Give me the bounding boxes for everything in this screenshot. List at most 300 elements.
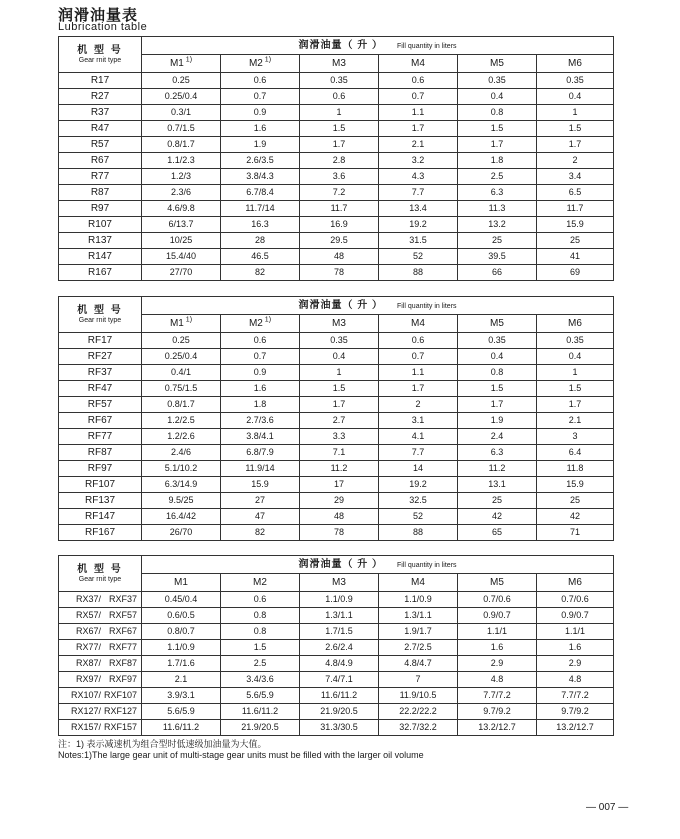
value-cell: 0.4/1 bbox=[142, 365, 221, 381]
value-cell: 13.2/12.7 bbox=[458, 720, 537, 736]
table-row bbox=[59, 477, 614, 493]
value-cell: 0.35 bbox=[458, 333, 537, 349]
value-cell: 31.5 bbox=[379, 233, 458, 249]
value-cell: 6.8/7.9 bbox=[221, 445, 300, 461]
value-cell: 1.7 bbox=[300, 137, 379, 153]
column-header-m4 bbox=[379, 315, 458, 333]
table-row bbox=[59, 217, 614, 233]
value-cell: 0.9 bbox=[221, 105, 300, 121]
value-cell: 2.4/6 bbox=[142, 445, 221, 461]
model-header-en: Gear rnit type bbox=[78, 575, 122, 583]
value-cell: 3.4/3.6 bbox=[221, 672, 300, 688]
column-header-m1 bbox=[142, 315, 221, 333]
column-label: M6 bbox=[568, 57, 582, 69]
model-header-en: Gear rnit type bbox=[78, 56, 122, 64]
value-cell: 1.3/1.1 bbox=[300, 608, 379, 624]
value-cell: 1.6 bbox=[537, 640, 614, 656]
value-cell: 29.5 bbox=[300, 233, 379, 249]
column-label: M5 bbox=[490, 317, 504, 329]
value-cell: 1.7 bbox=[379, 121, 458, 137]
model-rx: RX127/ bbox=[70, 706, 101, 716]
value-cell: 2.1 bbox=[537, 413, 614, 429]
table-row bbox=[59, 445, 614, 461]
value-cell: 7.1 bbox=[300, 445, 379, 461]
value-cell: 0.8/1.7 bbox=[142, 137, 221, 153]
column-header-m3 bbox=[300, 315, 379, 333]
value-cell: 1.6 bbox=[221, 121, 300, 137]
value-cell: 0.7/0.6 bbox=[537, 592, 614, 608]
value-cell: 47 bbox=[221, 509, 300, 525]
value-cell: 15.9 bbox=[221, 477, 300, 493]
value-cell: 0.7 bbox=[221, 89, 300, 105]
table-row bbox=[59, 169, 614, 185]
value-cell: 0.8/0.7 bbox=[142, 624, 221, 640]
table-row bbox=[59, 381, 614, 397]
value-cell: 1.7 bbox=[300, 397, 379, 413]
model-cell bbox=[59, 640, 142, 656]
value-cell: 0.9 bbox=[221, 365, 300, 381]
value-cell: 13.1 bbox=[458, 477, 537, 493]
fill-quantity-en: Fill quantity in liters bbox=[397, 561, 457, 569]
column-header-m6 bbox=[537, 315, 614, 333]
model-cell: R107 bbox=[59, 217, 142, 233]
value-cell: 0.75/1.5 bbox=[142, 381, 221, 397]
value-cell: 11.7 bbox=[300, 201, 379, 217]
fill-quantity-header bbox=[142, 37, 614, 55]
value-cell: 0.9/0.7 bbox=[458, 608, 537, 624]
column-label: M2 bbox=[248, 57, 263, 69]
column-label: M2 bbox=[253, 576, 267, 588]
value-cell: 0.8 bbox=[221, 624, 300, 640]
footnote-marker: 1) bbox=[183, 56, 193, 64]
lubrication-table-rf-series bbox=[58, 296, 614, 541]
value-cell: 25 bbox=[537, 493, 614, 509]
fill-quantity-header bbox=[142, 556, 614, 574]
column-header-m1 bbox=[142, 55, 221, 73]
column-header-m5 bbox=[458, 574, 537, 592]
table-row bbox=[59, 608, 614, 624]
model-cell: RF57 bbox=[59, 397, 142, 413]
model-cell: R17 bbox=[59, 73, 142, 89]
fill-quantity-en: Fill quantity in liters bbox=[397, 302, 457, 310]
value-cell: 6.7/8.4 bbox=[221, 185, 300, 201]
fill-quantity-cn: 润滑油量（ 升 ） bbox=[298, 39, 384, 51]
value-cell: 0.6 bbox=[379, 73, 458, 89]
value-cell: 52 bbox=[379, 249, 458, 265]
value-cell: 16.3 bbox=[221, 217, 300, 233]
model-rx: RX87/ bbox=[75, 658, 101, 668]
column-label: M3 bbox=[332, 317, 346, 329]
value-cell: 13.4 bbox=[379, 201, 458, 217]
value-cell: 82 bbox=[221, 525, 300, 541]
table-header-row bbox=[59, 297, 614, 315]
value-cell: 1.7/1.6 bbox=[142, 656, 221, 672]
value-cell: 1.5 bbox=[300, 381, 379, 397]
value-cell: 9.7/9.2 bbox=[537, 704, 614, 720]
column-header-m4 bbox=[379, 55, 458, 73]
model-cell: R67 bbox=[59, 153, 142, 169]
column-label: M4 bbox=[411, 57, 425, 69]
value-cell: 1.1 bbox=[379, 365, 458, 381]
model-header-en: Gear rnit type bbox=[78, 316, 122, 324]
footnotes bbox=[58, 739, 424, 761]
value-cell: 2 bbox=[537, 153, 614, 169]
model-cell bbox=[59, 592, 142, 608]
value-cell: 1.8 bbox=[221, 397, 300, 413]
value-cell: 6.3/14.9 bbox=[142, 477, 221, 493]
model-rxf: RXF87 bbox=[108, 658, 137, 668]
value-cell: 1.3/1.1 bbox=[379, 608, 458, 624]
column-header-m5 bbox=[458, 315, 537, 333]
fill-quantity-en: Fill quantity in liters bbox=[397, 42, 457, 50]
value-cell: 32.5 bbox=[379, 493, 458, 509]
value-cell: 1.1/0.9 bbox=[142, 640, 221, 656]
table-row bbox=[59, 461, 614, 477]
page-number: — 007 — bbox=[586, 802, 629, 813]
value-cell: 1.5 bbox=[537, 121, 614, 137]
value-cell: 1.7 bbox=[458, 137, 537, 153]
column-label: M2 bbox=[248, 317, 263, 329]
value-cell: 0.35 bbox=[300, 333, 379, 349]
value-cell: 88 bbox=[379, 265, 458, 281]
value-cell: 0.8 bbox=[458, 365, 537, 381]
table-row bbox=[59, 233, 614, 249]
table-row bbox=[59, 365, 614, 381]
table-row bbox=[59, 525, 614, 541]
value-cell: 65 bbox=[458, 525, 537, 541]
value-cell: 15.9 bbox=[537, 217, 614, 233]
table-row bbox=[59, 185, 614, 201]
value-cell: 0.35 bbox=[537, 333, 614, 349]
value-cell: 1.7/1.5 bbox=[300, 624, 379, 640]
value-cell: 16.9 bbox=[300, 217, 379, 233]
value-cell: 6.3 bbox=[458, 185, 537, 201]
value-cell: 16.4/42 bbox=[142, 509, 221, 525]
value-cell: 14 bbox=[379, 461, 458, 477]
mounting-position-row bbox=[59, 55, 614, 73]
value-cell: 27 bbox=[221, 493, 300, 509]
column-label: M3 bbox=[332, 57, 346, 69]
value-cell: 1.7 bbox=[537, 397, 614, 413]
value-cell: 52 bbox=[379, 509, 458, 525]
value-cell: 7.2 bbox=[300, 185, 379, 201]
model-rxf: RXF37 bbox=[108, 594, 137, 604]
footnote-marker: 1) bbox=[262, 56, 272, 64]
model-cell bbox=[59, 624, 142, 640]
value-cell: 46.5 bbox=[221, 249, 300, 265]
column-header-m4 bbox=[379, 574, 458, 592]
value-cell: 1.7 bbox=[379, 381, 458, 397]
model-header-cn: 机 型 号 bbox=[77, 304, 123, 316]
value-cell: 1.1/1 bbox=[537, 624, 614, 640]
model-header-cn: 机 型 号 bbox=[77, 44, 123, 56]
value-cell: 71 bbox=[537, 525, 614, 541]
table-row bbox=[59, 349, 614, 365]
value-cell: 1.2/2.6 bbox=[142, 429, 221, 445]
table-row bbox=[59, 429, 614, 445]
page-subtitle: Lubrication table bbox=[58, 21, 148, 33]
model-cell: RF47 bbox=[59, 381, 142, 397]
value-cell: 0.8 bbox=[458, 105, 537, 121]
value-cell: 0.7 bbox=[379, 349, 458, 365]
value-cell: 3.8/4.1 bbox=[221, 429, 300, 445]
value-cell: 11.3 bbox=[458, 201, 537, 217]
value-cell: 6.3 bbox=[458, 445, 537, 461]
value-cell: 25 bbox=[458, 493, 537, 509]
value-cell: 1 bbox=[537, 365, 614, 381]
value-cell: 0.6 bbox=[221, 592, 300, 608]
table-header-row bbox=[59, 556, 614, 574]
value-cell: 1.6 bbox=[221, 381, 300, 397]
value-cell: 7.7/7.2 bbox=[458, 688, 537, 704]
column-header-m5 bbox=[458, 55, 537, 73]
value-cell: 32.7/32.2 bbox=[379, 720, 458, 736]
column-label: M1 bbox=[169, 57, 184, 69]
value-cell: 1.7 bbox=[458, 397, 537, 413]
model-rx: RX57/ bbox=[75, 610, 101, 620]
table-row bbox=[59, 89, 614, 105]
model-rx: RX107/ bbox=[70, 690, 101, 700]
value-cell: 21.9/20.5 bbox=[221, 720, 300, 736]
value-cell: 19.2 bbox=[379, 217, 458, 233]
model-cell: RF67 bbox=[59, 413, 142, 429]
model-cell: RF37 bbox=[59, 365, 142, 381]
table-row bbox=[59, 397, 614, 413]
value-cell: 0.6 bbox=[300, 89, 379, 105]
table-row bbox=[59, 73, 614, 89]
footnote-cn: 注：1) 表示减速机为组合型时低速级加油量为大值。 bbox=[58, 739, 267, 749]
value-cell: 0.4 bbox=[458, 89, 537, 105]
value-cell: 19.2 bbox=[379, 477, 458, 493]
value-cell: 0.7/1.5 bbox=[142, 121, 221, 137]
value-cell: 9.5/25 bbox=[142, 493, 221, 509]
value-cell: 0.3/1 bbox=[142, 105, 221, 121]
table-row bbox=[59, 105, 614, 121]
value-cell: 25 bbox=[458, 233, 537, 249]
value-cell: 13.2 bbox=[458, 217, 537, 233]
value-cell: 11.2 bbox=[300, 461, 379, 477]
value-cell: 1.9 bbox=[221, 137, 300, 153]
value-cell: 3.8/4.3 bbox=[221, 169, 300, 185]
value-cell: 25 bbox=[537, 233, 614, 249]
model-header bbox=[59, 297, 142, 333]
model-cell bbox=[59, 720, 142, 736]
column-label: M3 bbox=[332, 576, 346, 588]
value-cell: 78 bbox=[300, 265, 379, 281]
fill-quantity-header bbox=[142, 297, 614, 315]
column-header-m2 bbox=[221, 55, 300, 73]
column-label: M1 bbox=[174, 576, 188, 588]
value-cell: 11.6/11.2 bbox=[300, 688, 379, 704]
value-cell: 2.9 bbox=[537, 656, 614, 672]
value-cell: 0.25/0.4 bbox=[142, 89, 221, 105]
value-cell: 0.8/1.7 bbox=[142, 397, 221, 413]
value-cell: 13.2/12.7 bbox=[537, 720, 614, 736]
model-cell: R57 bbox=[59, 137, 142, 153]
table-row bbox=[59, 720, 614, 736]
value-cell: 0.25 bbox=[142, 333, 221, 349]
value-cell: 29 bbox=[300, 493, 379, 509]
column-label: M4 bbox=[411, 317, 425, 329]
column-label: M5 bbox=[490, 576, 504, 588]
value-cell: 0.45/0.4 bbox=[142, 592, 221, 608]
lubrication-table-rx-series bbox=[58, 555, 614, 736]
model-cell bbox=[59, 656, 142, 672]
value-cell: 3.4 bbox=[537, 169, 614, 185]
value-cell: 1.2/3 bbox=[142, 169, 221, 185]
value-cell: 1.5 bbox=[537, 381, 614, 397]
value-cell: 1.2/2.5 bbox=[142, 413, 221, 429]
column-label: M6 bbox=[568, 576, 582, 588]
value-cell: 66 bbox=[458, 265, 537, 281]
model-cell: R27 bbox=[59, 89, 142, 105]
table-row bbox=[59, 249, 614, 265]
column-header-m3 bbox=[300, 574, 379, 592]
value-cell: 11.8 bbox=[537, 461, 614, 477]
model-cell: RF107 bbox=[59, 477, 142, 493]
model-header-cn: 机 型 号 bbox=[77, 563, 123, 575]
model-rx: RX37/ bbox=[75, 594, 101, 604]
value-cell: 3.3 bbox=[300, 429, 379, 445]
model-rxf: RXF57 bbox=[108, 610, 137, 620]
value-cell: 7.7/7.2 bbox=[537, 688, 614, 704]
value-cell: 1 bbox=[300, 365, 379, 381]
value-cell: 82 bbox=[221, 265, 300, 281]
value-cell: 0.4 bbox=[458, 349, 537, 365]
lubrication-table-r-series bbox=[58, 36, 614, 281]
value-cell: 3.9/3.1 bbox=[142, 688, 221, 704]
table-row bbox=[59, 704, 614, 720]
value-cell: 28 bbox=[221, 233, 300, 249]
mounting-position-row bbox=[59, 574, 614, 592]
value-cell: 0.8 bbox=[221, 608, 300, 624]
table-row bbox=[59, 413, 614, 429]
value-cell: 42 bbox=[458, 509, 537, 525]
value-cell: 1.8 bbox=[458, 153, 537, 169]
footnote-marker: 1) bbox=[183, 316, 193, 324]
value-cell: 0.6 bbox=[221, 333, 300, 349]
value-cell: 1.1 bbox=[379, 105, 458, 121]
table-row bbox=[59, 672, 614, 688]
value-cell: 0.7 bbox=[221, 349, 300, 365]
value-cell: 4.3 bbox=[379, 169, 458, 185]
table-row bbox=[59, 265, 614, 281]
value-cell: 2.5 bbox=[458, 169, 537, 185]
value-cell: 2.8 bbox=[300, 153, 379, 169]
model-cell: RF27 bbox=[59, 349, 142, 365]
model-header bbox=[59, 37, 142, 73]
model-cell: R37 bbox=[59, 105, 142, 121]
model-cell: R167 bbox=[59, 265, 142, 281]
value-cell: 2.7/3.6 bbox=[221, 413, 300, 429]
value-cell: 21.9/20.5 bbox=[300, 704, 379, 720]
value-cell: 3.6 bbox=[300, 169, 379, 185]
column-label: M1 bbox=[169, 317, 184, 329]
value-cell: 1.5 bbox=[458, 121, 537, 137]
value-cell: 4.8 bbox=[537, 672, 614, 688]
value-cell: 0.35 bbox=[537, 73, 614, 89]
value-cell: 0.6 bbox=[379, 333, 458, 349]
value-cell: 3.2 bbox=[379, 153, 458, 169]
value-cell: 0.9/0.7 bbox=[537, 608, 614, 624]
value-cell: 17 bbox=[300, 477, 379, 493]
table-row bbox=[59, 333, 614, 349]
table-row bbox=[59, 153, 614, 169]
model-rx: RX97/ bbox=[75, 674, 101, 684]
value-cell: 1.9/1.7 bbox=[379, 624, 458, 640]
value-cell: 5.6/5.9 bbox=[221, 688, 300, 704]
value-cell: 4.6/9.8 bbox=[142, 201, 221, 217]
value-cell: 1.5 bbox=[458, 381, 537, 397]
value-cell: 1 bbox=[300, 105, 379, 121]
value-cell: 0.25/0.4 bbox=[142, 349, 221, 365]
model-cell: RF167 bbox=[59, 525, 142, 541]
model-cell: R77 bbox=[59, 169, 142, 185]
model-cell: RF77 bbox=[59, 429, 142, 445]
model-cell bbox=[59, 672, 142, 688]
value-cell: 31.3/30.5 bbox=[300, 720, 379, 736]
table-row bbox=[59, 509, 614, 525]
value-cell: 41 bbox=[537, 249, 614, 265]
model-rx: RX157/ bbox=[70, 722, 101, 732]
value-cell: 1.7 bbox=[537, 137, 614, 153]
value-cell: 11.7/14 bbox=[221, 201, 300, 217]
value-cell: 39.5 bbox=[458, 249, 537, 265]
value-cell: 7.7 bbox=[379, 185, 458, 201]
column-label: M4 bbox=[411, 576, 425, 588]
value-cell: 11.7 bbox=[537, 201, 614, 217]
value-cell: 10/25 bbox=[142, 233, 221, 249]
value-cell: 2.1 bbox=[142, 672, 221, 688]
column-header-m2 bbox=[221, 315, 300, 333]
value-cell: 1.5 bbox=[221, 640, 300, 656]
model-cell: R47 bbox=[59, 121, 142, 137]
value-cell: 88 bbox=[379, 525, 458, 541]
model-cell: R147 bbox=[59, 249, 142, 265]
value-cell: 2 bbox=[379, 397, 458, 413]
value-cell: 1.1/0.9 bbox=[379, 592, 458, 608]
page-title: 润滑油量表 bbox=[58, 7, 139, 24]
value-cell: 69 bbox=[537, 265, 614, 281]
value-cell: 4.8/4.7 bbox=[379, 656, 458, 672]
value-cell: 2.7/2.5 bbox=[379, 640, 458, 656]
value-cell: 0.25 bbox=[142, 73, 221, 89]
value-cell: 6/13.7 bbox=[142, 217, 221, 233]
column-header-m1 bbox=[142, 574, 221, 592]
mounting-position-row bbox=[59, 315, 614, 333]
value-cell: 0.4 bbox=[300, 349, 379, 365]
value-cell: 26/70 bbox=[142, 525, 221, 541]
model-cell: RF87 bbox=[59, 445, 142, 461]
value-cell: 27/70 bbox=[142, 265, 221, 281]
value-cell: 3 bbox=[537, 429, 614, 445]
model-cell: RF97 bbox=[59, 461, 142, 477]
model-cell: RF147 bbox=[59, 509, 142, 525]
model-rxf: RXF97 bbox=[108, 674, 137, 684]
model-cell: RF137 bbox=[59, 493, 142, 509]
table-header-row bbox=[59, 37, 614, 55]
footnote-marker: 1) bbox=[262, 316, 272, 324]
value-cell: 4.8 bbox=[458, 672, 537, 688]
value-cell: 1.5 bbox=[300, 121, 379, 137]
value-cell: 5.1/10.2 bbox=[142, 461, 221, 477]
value-cell: 1.1/2.3 bbox=[142, 153, 221, 169]
value-cell: 22.2/22.2 bbox=[379, 704, 458, 720]
model-header bbox=[59, 556, 142, 592]
value-cell: 7 bbox=[379, 672, 458, 688]
model-cell bbox=[59, 608, 142, 624]
value-cell: 7.7 bbox=[379, 445, 458, 461]
